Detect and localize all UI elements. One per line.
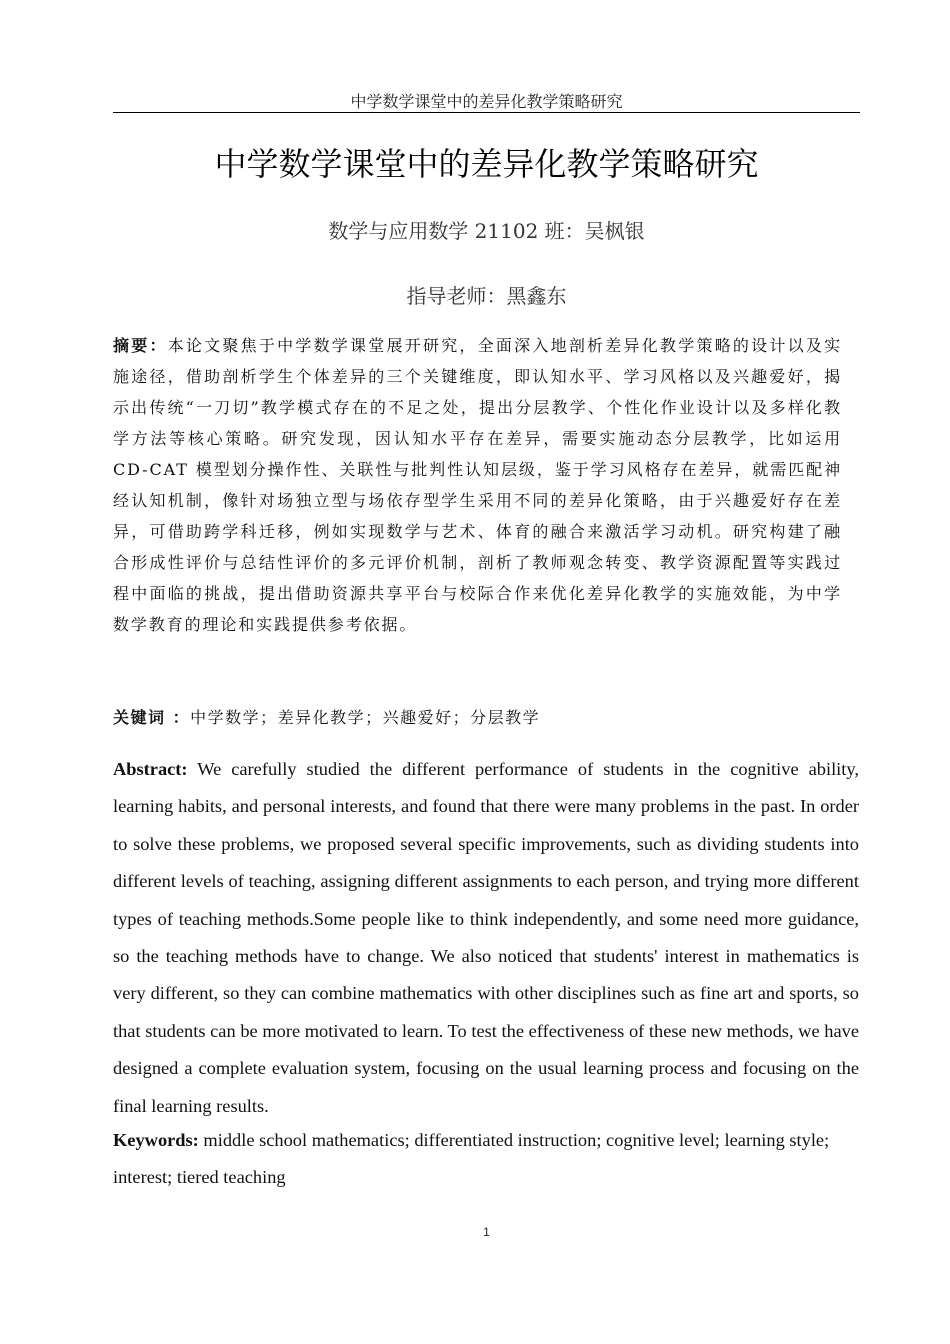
english-keywords <box>113 1122 859 1197</box>
paper-title: 中学数学课堂中的差异化教学策略研究 <box>214 145 759 183</box>
chinese-keywords <box>113 702 842 733</box>
english-keywords-label: Keywords: <box>113 1130 199 1150</box>
chinese-keywords-label: 关键词 ： <box>113 708 191 727</box>
chinese-abstract-text: 本论文聚焦于中学数学课堂展开研究，全面深入地剖析差异化教学策略的设计以及实施途径，借助剖析学生个体差异的三个关键维度，即认知水平、学习风格以及兴趣爱好，揭示出传统“一刀切”教学模式存在的不足之处，提出分层教学、个性化作业设计以及多样化教学方法等核心策略。研究发现，因认知水平存在差异，需要实施动态分层教学，比如运用 CD-CAT 模型划分操作性、关联性与批判性认知层级，鉴于学习风格存在差异，就需匹配神经认知机制，像针对场独立型与场依存型学生采用不同的差异化策略，由于兴趣爱好存在差异，可借助跨学科迁移，例如实现数学与艺术、体育的融合来激活学习动机。研究构建了融合形成性评价与总结性评价的多元评价机制，剖析了教师观念转变、教学资源配置等实践过程中面临的挑战，提出借助资源共享平台与校际合作来优化差异化教学的实施效能，为中学数学教育的理论和实践提供参考依据。 <box>113 336 842 634</box>
english-abstract-label: Abstract: <box>113 759 188 779</box>
english-abstract <box>113 751 859 1125</box>
chinese-abstract-label: 摘要： <box>113 336 168 355</box>
header-divider <box>113 112 860 113</box>
advisor-line: 指导老师：黑鑫东 <box>406 284 567 308</box>
running-header: 中学数学课堂中的差异化教学策略研究 <box>350 92 623 111</box>
english-abstract-text: We carefully studied the different performance of students in the cognitive ability, learning habits, and personal interests, and found that there were many problems in the past. In order to solve these problems, we proposed several specific improvements, such as dividing students into different levels of teaching, assigning different assignments to each person, and trying more different types of teaching methods.Some people like to think independently, and some need more guidance, so the teaching methods have to change. We also noticed that students' interest in mathematics is very different, so they can combine mathematics with other disciplines such as fine art and sports, so that students can be more motivated to learn. To test the effectiveness of these new methods, we have designed a complete evaluation system, focusing on the usual learning process and focusing on the final learning results. <box>113 759 859 1116</box>
chinese-keywords-text: 中学数学；差异化教学；兴趣爱好；分层教学 <box>190 708 541 727</box>
author-line: 数学与应用数学 21102 班：吴枫银 <box>328 219 645 243</box>
page-number: 1 <box>483 1225 490 1239</box>
chinese-abstract <box>113 330 842 640</box>
english-keywords-text: middle school mathematics; differentiated instruction; cognitive level; learning style; interest; tiered teaching <box>113 1130 830 1188</box>
